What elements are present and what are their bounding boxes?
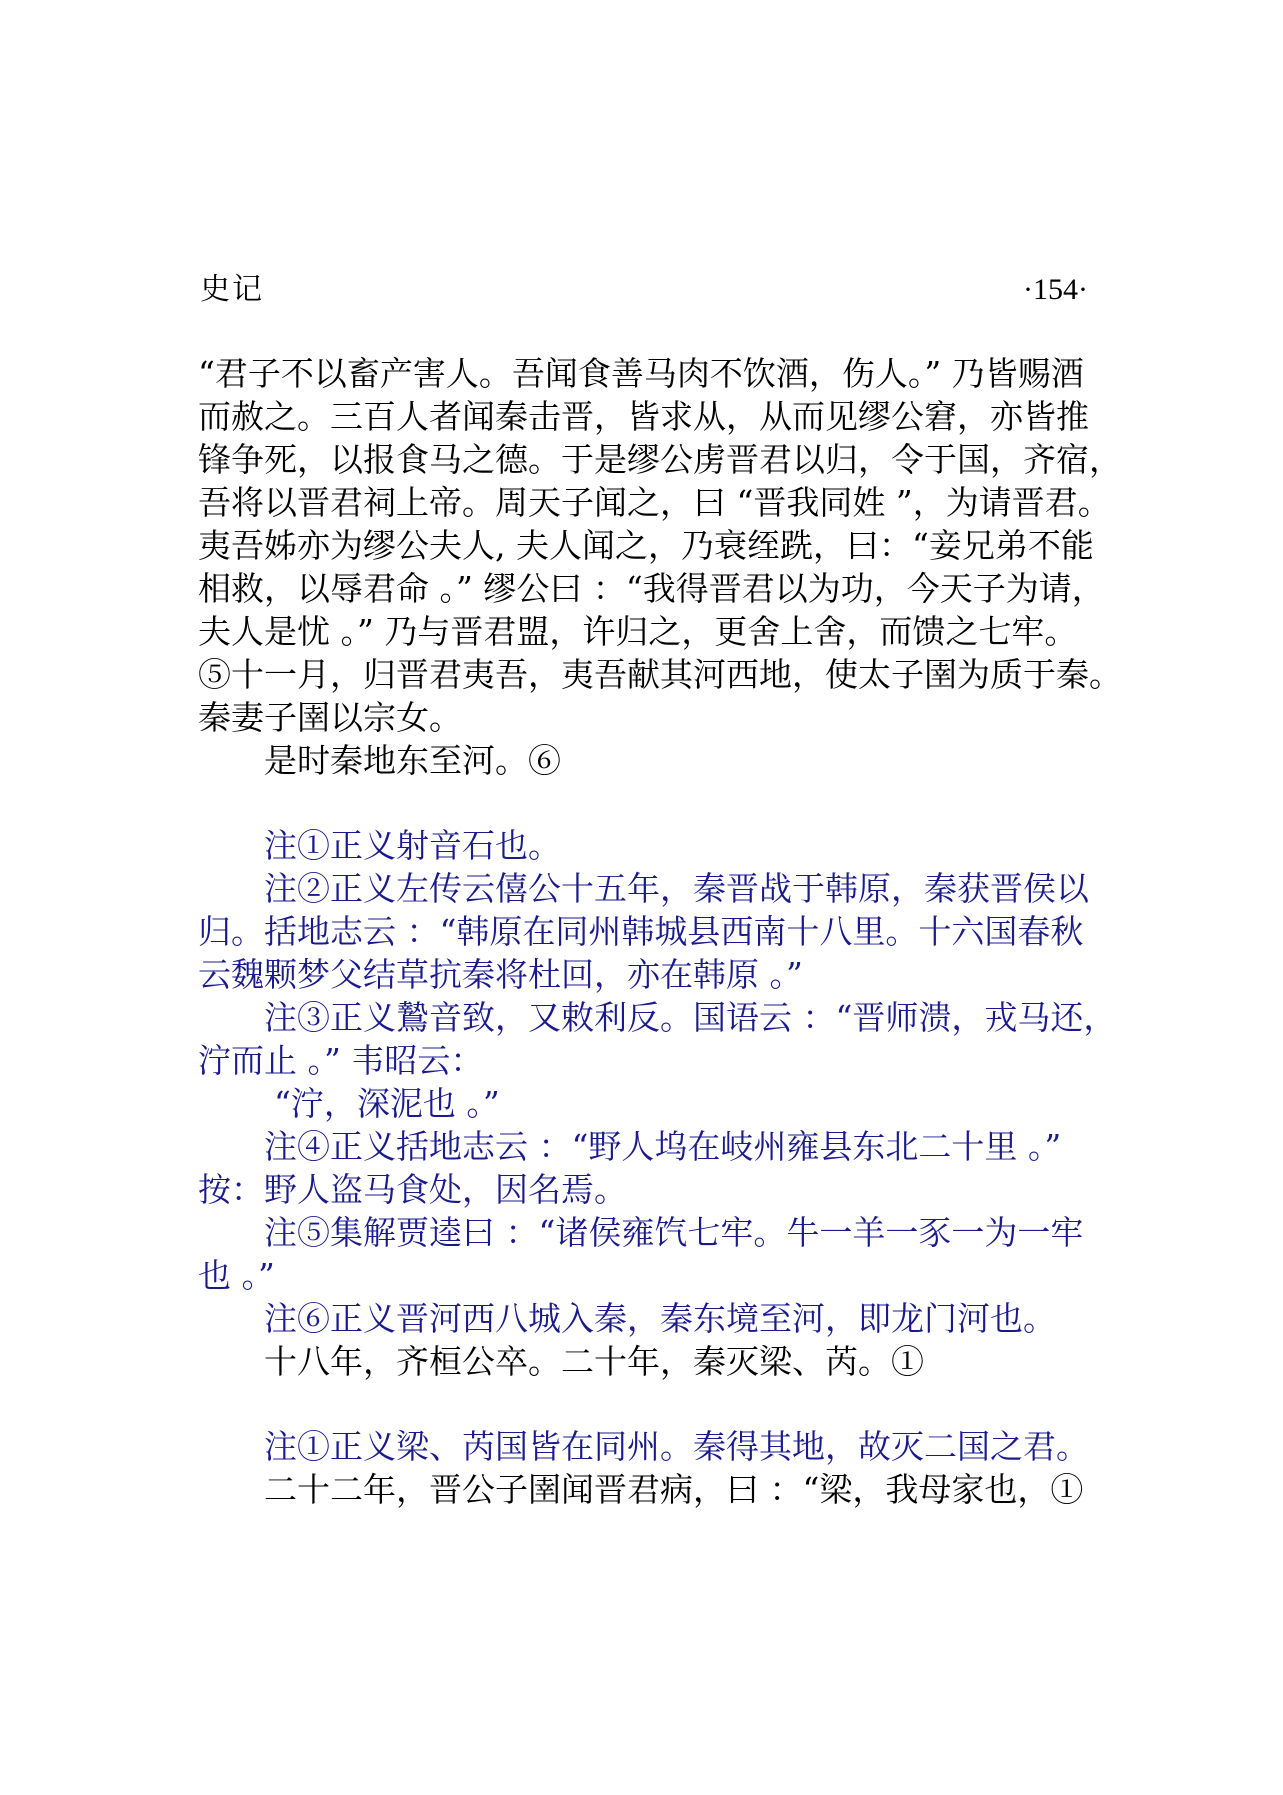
text-line: 二十二年，晋公子圉闻晋君病，曰 ：“梁，我母家也，① bbox=[264, 1470, 1084, 1509]
note-line: 注①正义梁、芮国皆在同州。秦得其地，故灭二国之君。 bbox=[264, 1427, 1089, 1466]
note-line: “泞，深泥也 。” bbox=[274, 1084, 500, 1123]
running-title: 史记 bbox=[200, 272, 264, 307]
text-line: 十八年，齐桓公卒。二十年，秦灭梁、芮。① bbox=[264, 1342, 924, 1381]
text-line: 相救，以辱君命 。” 缪公曰 ：“我得晋君以为功，今天子为请， bbox=[198, 569, 1105, 608]
note-line: 注③正义鷙音致，又敕利反。国语云 ：“晋师溃，戎马还， bbox=[264, 998, 1117, 1037]
note-line: 注④正义括地志云 ：“野人坞在岐州雍县东北二十里 。” bbox=[264, 1127, 1062, 1166]
note-line: 按：野人盗马食处，因名焉。 bbox=[198, 1170, 627, 1209]
text-line: 夫人是忧 。” 乃与晋君盟，许归之，更舍上舍，而馈之七牢。 bbox=[198, 612, 1078, 651]
body-text bbox=[198, 352, 1122, 1511]
text-line: “君子不以畜产害人。吾闻食善马肉不饮酒，伤人。” 乃皆赐酒 bbox=[198, 354, 1084, 393]
note-line: 注②正义左传云僖公十五年，秦晋战于韩原，秦获晋侯以 bbox=[264, 869, 1089, 908]
note-line: 注⑤集解贾逵曰 ：“诸侯雍饩七牢。牛一羊一豕一为一牢 bbox=[264, 1213, 1084, 1252]
note-line: 也 。” bbox=[198, 1256, 275, 1295]
text-line: 而赦之。三百人者闻秦击晋，皆求从，从而见缪公窘，亦皆推 bbox=[198, 397, 1089, 436]
paragraph-gap bbox=[198, 782, 1093, 824]
note-line: 泞而止 。” 韦昭云： bbox=[198, 1041, 484, 1080]
text-line: 是时秦地东至河。⑥ bbox=[264, 741, 561, 780]
note-line: 注⑥正义晋河西八城入秦，秦东境至河，即龙门河也。 bbox=[264, 1299, 1056, 1338]
text-line: 秦妻子圉以宗女。 bbox=[198, 698, 462, 737]
text-line: 夷吾姊亦为缪公夫人, 夫人闻之，乃衰绖跣，曰：“妾兄弟不能 bbox=[198, 526, 1094, 565]
note-line: 云魏颗梦父结草抗秦将杜回，亦在韩原 。” bbox=[198, 955, 803, 994]
note-line: 归。括地志云 ：“韩原在同州韩城县西南十八里。十六国春秋 bbox=[198, 912, 1084, 951]
page-number: ·154· bbox=[1023, 273, 1088, 306]
text-line: ⑤十一月，归晋君夷吾，夷吾献其河西地，使太子圉为质于秦。 bbox=[198, 655, 1122, 694]
text-line: 吾将以晋君祠上帝。周天子闻之，曰 “晋我同姓 ”，为请晋君。 bbox=[198, 483, 1111, 522]
note-line: 注①正义射音石也。 bbox=[264, 826, 561, 865]
paragraph-gap bbox=[198, 1383, 1093, 1425]
text-line: 锋争死，以报食马之德。于是缪公虏晋君以归，令于国，齐宿， bbox=[198, 440, 1122, 479]
